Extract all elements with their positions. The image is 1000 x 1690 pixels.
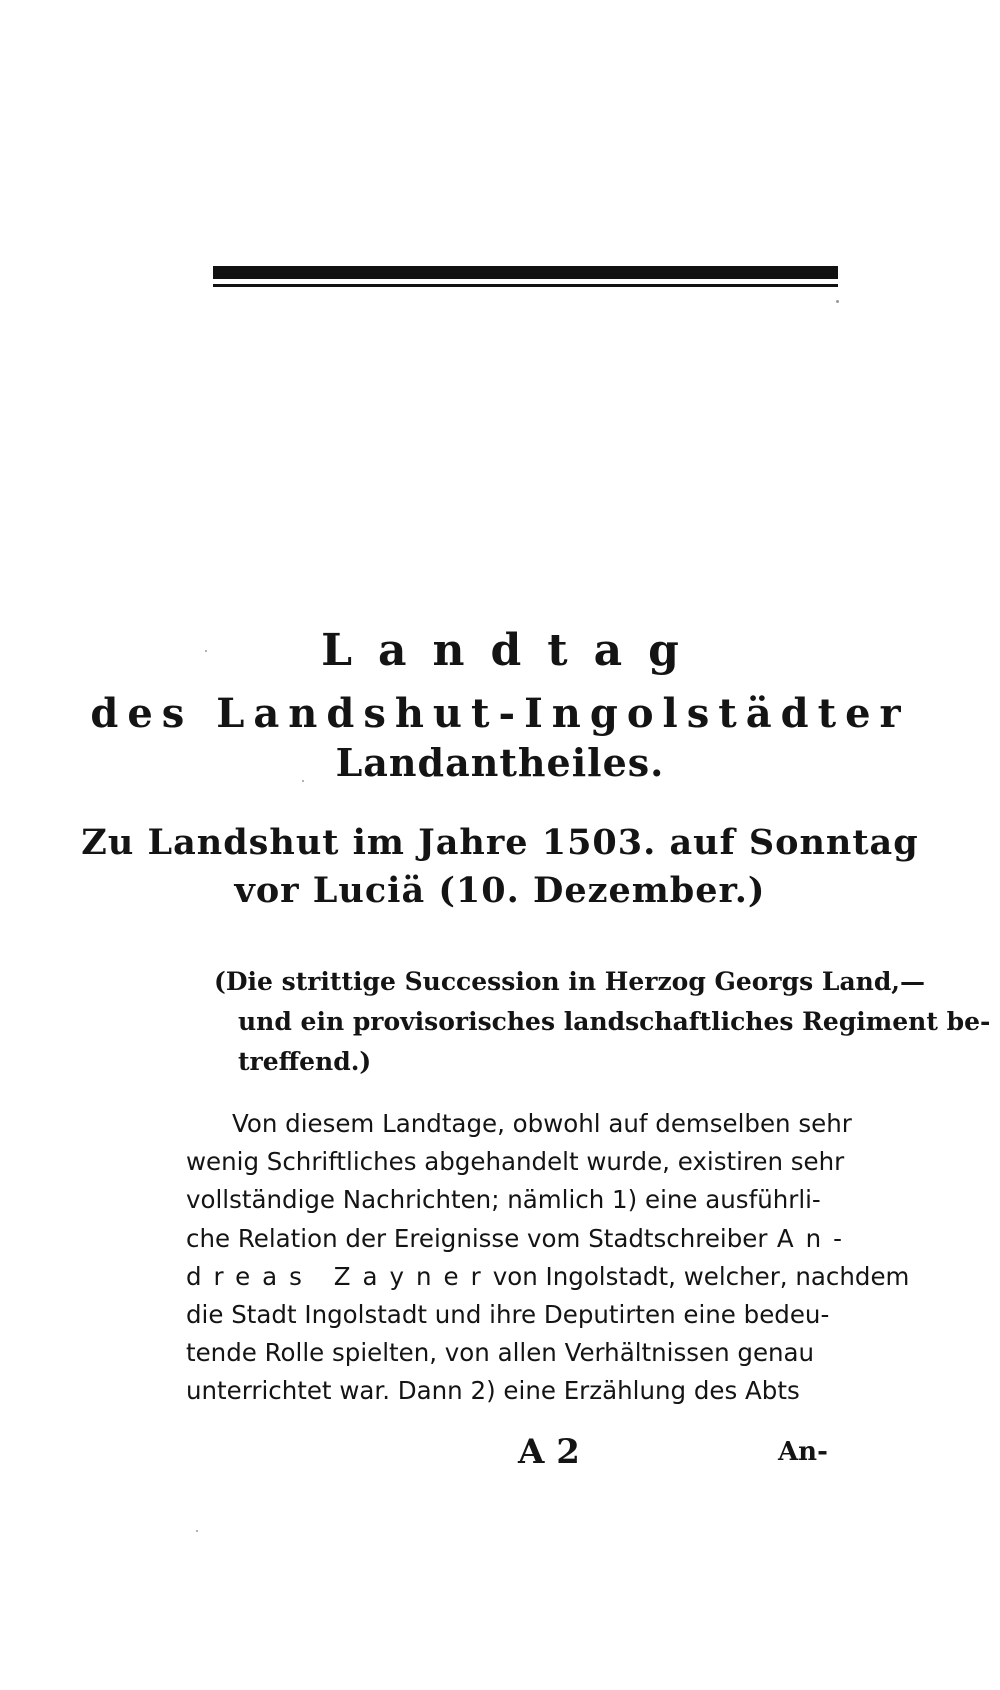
body-line-text: vollständige Nachrichten; nämlich 1) eine ausführli- [186, 1185, 821, 1215]
body-line-text: che Relation der Ereignisse vom Stadtschreiber [186, 1223, 768, 1253]
body-line-7 [186, 1334, 854, 1372]
signature-mark: A 2 [518, 1432, 580, 1472]
summary-note [214, 962, 991, 1082]
body-line-8 [186, 1372, 854, 1410]
body-line-text-spaced: dreas Zayner [186, 1261, 493, 1291]
paper-speck [302, 780, 304, 782]
note-line-2: und ein provisorisches landschaftliches Regiment be- [238, 1007, 991, 1036]
title-line-3: Landantheiles. [335, 740, 665, 785]
body-line-text: die Stadt Ingolstadt und ihre Deputirten eine bedeu- [186, 1300, 830, 1330]
body-line-text: unterrichtet war. Dann 2) eine Erzählung des Abts [186, 1376, 800, 1406]
decorative-rule-thin [213, 284, 838, 287]
note-line-1: (Die strittige Succession in Herzog Georgs Land,— [214, 967, 925, 996]
body-line-text: wenig Schriftliches abgehandelt wurde, existiren sehr [186, 1147, 845, 1177]
subtitle-line-1: Zu Landshut im Jahre 1503. auf Sonntag [81, 822, 919, 863]
decorative-rule-thick [213, 266, 838, 279]
title-line-1: Landtag [321, 625, 705, 676]
body-paragraph [186, 1105, 910, 1411]
catchword: An- [778, 1437, 828, 1467]
body-line-text: von Ingolstadt, welcher, nachdem [492, 1261, 910, 1291]
body-line-text: tende Rolle spielten, von allen Verhältnissen genau [186, 1338, 815, 1368]
subtitle-line-2: vor Luciä (10. Dezember.) [234, 870, 766, 911]
body-line-text: Von diesem Landtage, obwohl auf demselben sehr [232, 1109, 852, 1138]
body-line-5 [186, 1258, 910, 1296]
body-line-1 [186, 1105, 854, 1143]
paper-speck [836, 300, 839, 303]
body-line-2 [186, 1143, 854, 1181]
body-line-6 [186, 1296, 854, 1334]
paper-speck [196, 1530, 198, 1532]
title-line-2: des Landshut-Ingolstädter [90, 690, 910, 737]
body-line-text-spaced: An- [776, 1223, 854, 1253]
note-line-3: treffend.) [238, 1047, 372, 1076]
body-line-4 [186, 1220, 854, 1258]
paper-speck [205, 650, 207, 652]
body-line-3 [186, 1181, 854, 1219]
